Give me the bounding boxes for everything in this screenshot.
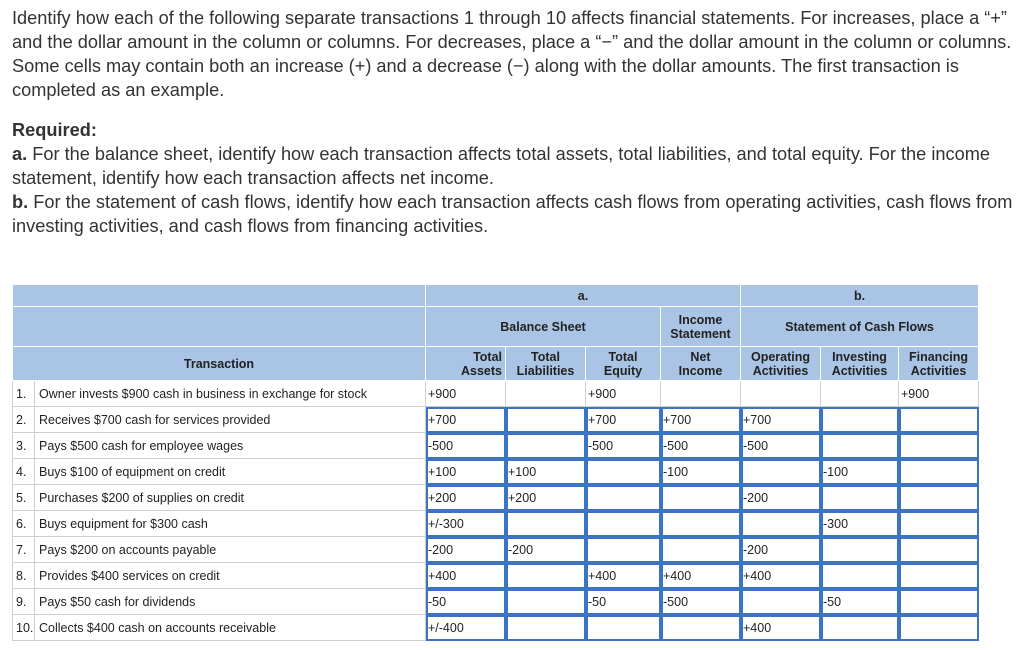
operating-cell[interactable] (741, 511, 821, 537)
cash-flows-header: Statement of Cash Flows (741, 307, 979, 347)
total-assets-cell[interactable]: +/-300 (426, 511, 506, 537)
operating-cell[interactable] (741, 459, 821, 485)
col-assets-l1: Total (473, 349, 502, 364)
table-row (13, 407, 979, 433)
header-blank (13, 285, 426, 307)
col-operating (741, 347, 821, 381)
financing-cell[interactable] (899, 511, 979, 537)
transaction-description: Provides $400 services on credit (35, 563, 426, 589)
income-statement-line1: Income (678, 312, 723, 327)
income-statement-line2: Statement (670, 326, 731, 341)
total-equity-cell[interactable]: +700 (586, 407, 661, 433)
financing-cell[interactable] (899, 589, 979, 615)
net-income-cell[interactable]: -100 (661, 459, 741, 485)
total-liabilities-cell[interactable] (506, 433, 586, 459)
row-number: 10. (13, 615, 35, 641)
total-liabilities-cell[interactable]: +200 (506, 485, 586, 511)
operating-cell[interactable] (741, 589, 821, 615)
col-inv-l1: Investing (832, 349, 887, 364)
transactions-body (13, 381, 979, 641)
financing-cell[interactable] (899, 459, 979, 485)
investing-cell[interactable] (821, 537, 899, 563)
total-equity-cell: +900 (586, 381, 661, 407)
financing-cell[interactable] (899, 433, 979, 459)
total-assets-cell[interactable]: +400 (426, 563, 506, 589)
col-equity-l2: Equity (603, 363, 643, 378)
col-financing (899, 347, 979, 381)
table-row (13, 537, 979, 563)
total-equity-cell[interactable] (586, 537, 661, 563)
col-total-equity (586, 347, 661, 381)
col-total-assets (426, 347, 506, 381)
intro-text: Identify how each of the following separate transactions 1 through 10 affects financial statements. For increases, place a “+” and the dollar amount in the column or columns. For decreases, place a “−” and the dollar amount in the column or columns. Some cells may contain both an increase (+) and a decrease (−) along with the dollar amounts. The first transaction is completed as an example. (12, 8, 1012, 100)
col-ni-l1: Net (690, 349, 711, 364)
total-assets-cell[interactable]: +200 (426, 485, 506, 511)
total-assets-cell[interactable]: +100 (426, 459, 506, 485)
table-row (13, 563, 979, 589)
header-blank-2 (13, 307, 426, 347)
col-inv-l2: Activities (831, 363, 888, 378)
total-assets-cell: +900 (426, 381, 506, 407)
transactions-table-wrapper (12, 284, 979, 641)
col-op-l1: Operating (750, 349, 811, 364)
investing-cell (821, 381, 899, 407)
col-investing (821, 347, 899, 381)
row-number: 7. (13, 537, 35, 563)
total-equity-cell[interactable] (586, 511, 661, 537)
row-number: 6. (13, 511, 35, 537)
total-equity-cell[interactable] (586, 615, 661, 641)
total-liabilities-cell (506, 381, 586, 407)
operating-cell[interactable]: -500 (741, 433, 821, 459)
row-number: 5. (13, 485, 35, 511)
table-row (13, 381, 979, 407)
total-assets-cell[interactable]: -500 (426, 433, 506, 459)
total-liabilities-cell[interactable]: -200 (506, 537, 586, 563)
financing-cell[interactable] (899, 615, 979, 641)
investing-cell[interactable]: -50 (821, 589, 899, 615)
row-number: 4. (13, 459, 35, 485)
total-liabilities-cell[interactable] (506, 563, 586, 589)
col-equity-l1: Total (608, 349, 638, 364)
investing-cell[interactable]: -300 (821, 511, 899, 537)
col-liab-l2: Liabilities (516, 363, 575, 378)
operating-cell[interactable]: +400 (741, 615, 821, 641)
group-a-header: a. (426, 285, 741, 307)
net-income-cell[interactable] (661, 537, 741, 563)
requirement-a-label: a. (12, 144, 28, 164)
financing-cell[interactable] (899, 407, 979, 433)
row-number: 2. (13, 407, 35, 433)
investing-cell[interactable] (821, 485, 899, 511)
total-liabilities-cell[interactable] (506, 589, 586, 615)
financing-cell: +900 (899, 381, 979, 407)
table-row (13, 511, 979, 537)
transactions-table (12, 284, 979, 641)
group-b-header: b. (741, 285, 979, 307)
total-assets-cell[interactable]: -200 (426, 537, 506, 563)
net-income-cell (661, 381, 741, 407)
instructions (12, 6, 1017, 238)
transaction-description: Pays $200 on accounts payable (35, 537, 426, 563)
net-income-cell[interactable] (661, 511, 741, 537)
total-liabilities-cell[interactable] (506, 511, 586, 537)
col-fin-l2: Activities (910, 363, 967, 378)
requirement-b (12, 190, 1017, 238)
total-assets-cell[interactable]: +/-400 (426, 615, 506, 641)
net-income-cell[interactable] (661, 615, 741, 641)
col-op-l2: Activities (752, 363, 809, 378)
total-equity-cell[interactable] (586, 459, 661, 485)
col-net-income (661, 347, 741, 381)
col-total-liabilities (506, 347, 586, 381)
investing-cell[interactable] (821, 563, 899, 589)
row-number: 9. (13, 589, 35, 615)
requirement-a-text: For the balance sheet, identify how each transaction affects total assets, total liabilities, and total equity. For the income statement, identify how each transaction affects net income. (12, 144, 990, 188)
total-assets-cell[interactable]: -50 (426, 589, 506, 615)
net-income-cell[interactable]: -500 (661, 589, 741, 615)
total-equity-cell[interactable] (586, 485, 661, 511)
requirement-b-text: For the statement of cash flows, identify how each transaction affects cash flows from operating activities, cash flows from investing activities, and cash flows from financing activities. (12, 192, 1013, 236)
investing-cell[interactable]: -100 (821, 459, 899, 485)
col-assets-l2: Assets (461, 363, 502, 378)
transaction-description: Owner invests $900 cash in business in exchange for stock (35, 381, 426, 407)
operating-cell[interactable]: -200 (741, 537, 821, 563)
operating-cell[interactable]: -200 (741, 485, 821, 511)
requirement-a (12, 142, 1017, 190)
operating-cell[interactable]: +400 (741, 563, 821, 589)
financing-cell[interactable] (899, 537, 979, 563)
row-number: 3. (13, 433, 35, 459)
row-number: 8. (13, 563, 35, 589)
total-liabilities-cell[interactable] (506, 615, 586, 641)
total-equity-cell[interactable]: +400 (586, 563, 661, 589)
transaction-description: Collects $400 cash on accounts receivable (35, 615, 426, 641)
total-equity-cell[interactable]: -500 (586, 433, 661, 459)
investing-cell[interactable] (821, 407, 899, 433)
income-statement-header (661, 307, 741, 347)
total-equity-cell[interactable]: -50 (586, 589, 661, 615)
col-ni-l2: Income (678, 363, 723, 378)
financing-cell[interactable] (899, 485, 979, 511)
col-liab-l1: Total (531, 349, 560, 364)
table-row (13, 485, 979, 511)
transaction-description: Purchases $200 of supplies on credit (35, 485, 426, 511)
transaction-description: Receives $700 cash for services provided (35, 407, 426, 433)
investing-cell[interactable] (821, 433, 899, 459)
net-income-cell[interactable]: -500 (661, 433, 741, 459)
net-income-cell[interactable]: +700 (661, 407, 741, 433)
net-income-cell[interactable]: +400 (661, 563, 741, 589)
transaction-description: Pays $50 cash for dividends (35, 589, 426, 615)
total-liabilities-cell[interactable]: +100 (506, 459, 586, 485)
total-assets-cell[interactable]: +700 (426, 407, 506, 433)
financing-cell[interactable] (899, 563, 979, 589)
table-row (13, 433, 979, 459)
col-fin-l1: Financing (908, 349, 969, 364)
table-row (13, 459, 979, 485)
requirement-b-label: b. (12, 192, 29, 212)
required-heading: Required: (12, 120, 97, 140)
table-row (13, 589, 979, 615)
total-liabilities-cell[interactable] (506, 407, 586, 433)
operating-cell (741, 381, 821, 407)
investing-cell[interactable] (821, 615, 899, 641)
transaction-description: Buys equipment for $300 cash (35, 511, 426, 537)
transaction-description: Pays $500 cash for employee wages (35, 433, 426, 459)
balance-sheet-header: Balance Sheet (426, 307, 661, 347)
net-income-cell[interactable] (661, 485, 741, 511)
transaction-description: Buys $100 of equipment on credit (35, 459, 426, 485)
operating-cell[interactable]: +700 (741, 407, 821, 433)
row-number: 1. (13, 381, 35, 407)
col-transaction: Transaction (13, 347, 426, 381)
table-row (13, 615, 979, 641)
